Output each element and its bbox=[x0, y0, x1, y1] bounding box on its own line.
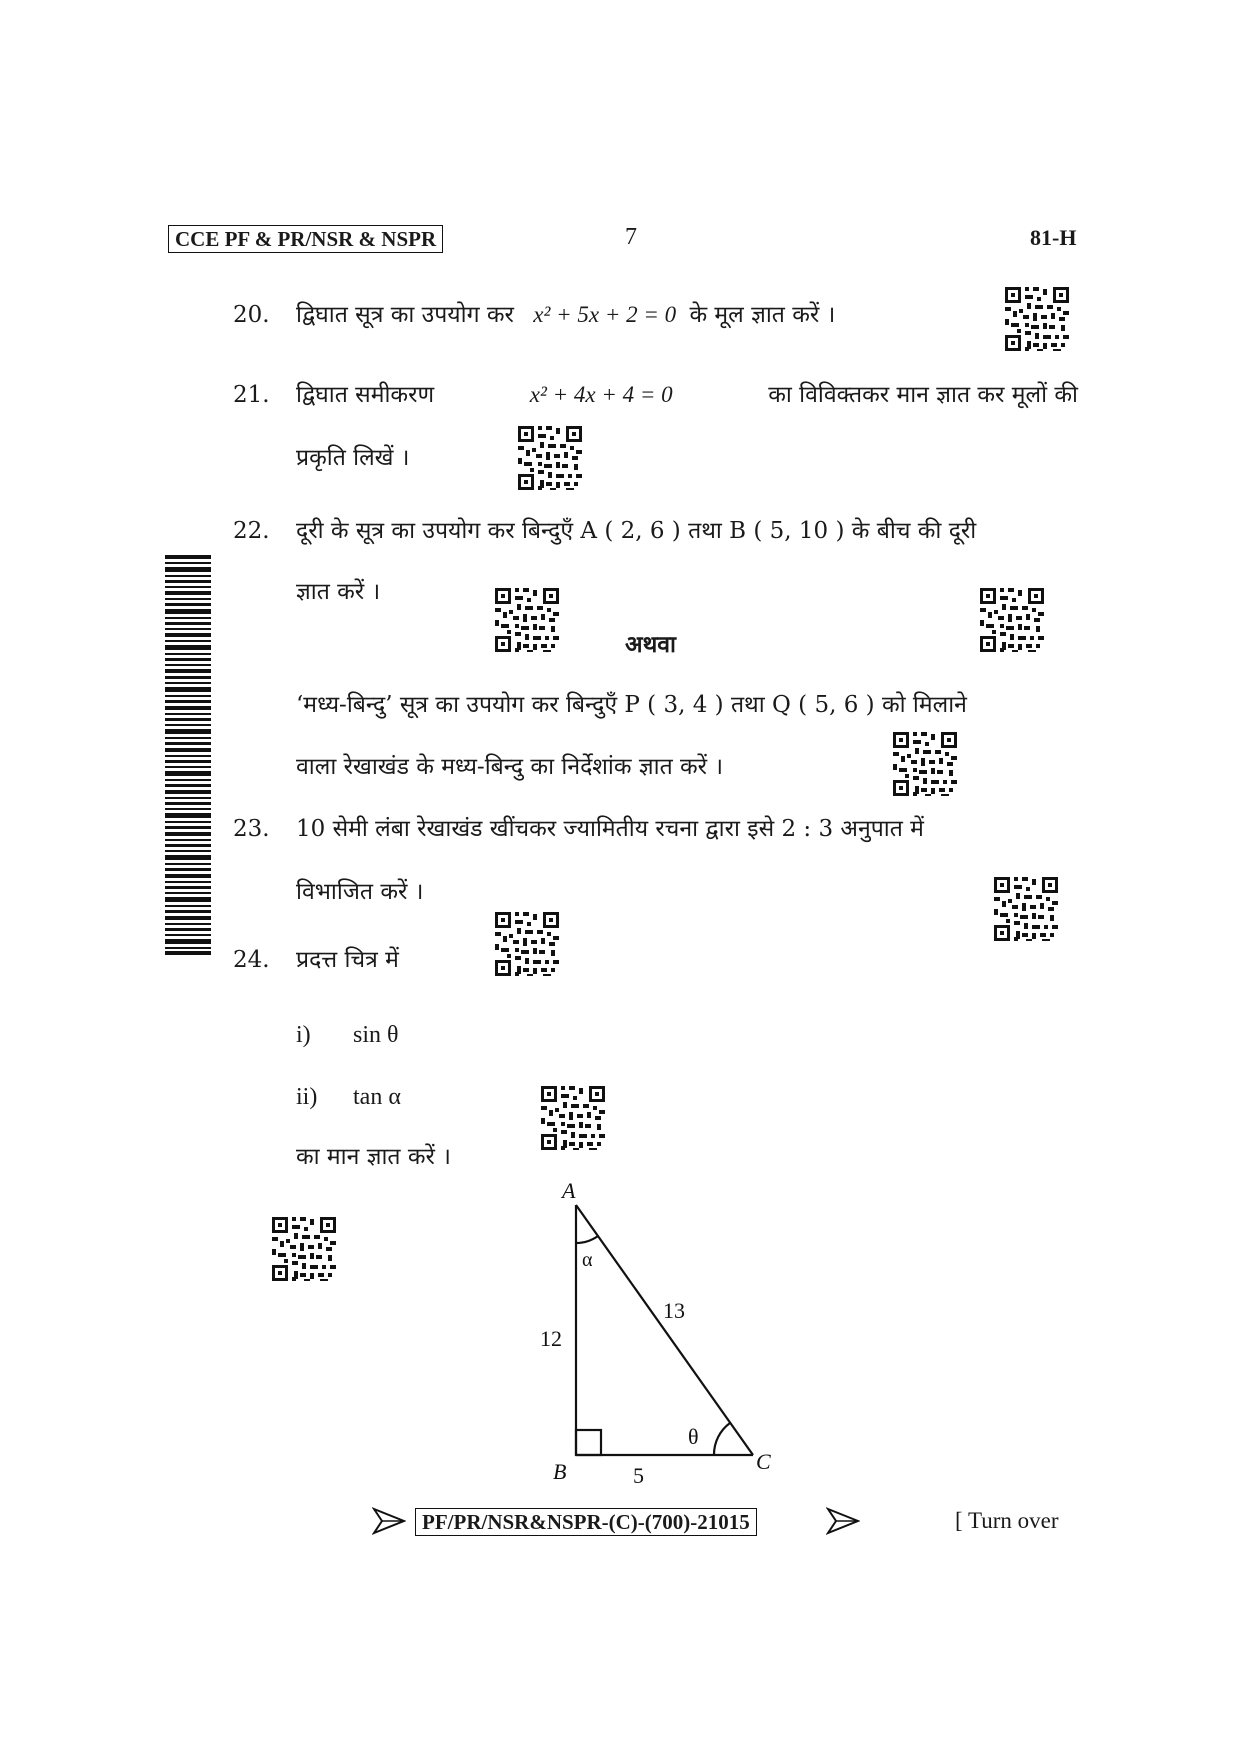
question-22-line1: दूरी के सूत्र का उपयोग कर बिन्दुएँ A ( 2, 6 ) तथा B ( 5, 10 ) के बीच की दूरी bbox=[296, 518, 977, 544]
angle-theta-arc bbox=[714, 1423, 730, 1455]
question-23-line2: विभाजित करें । bbox=[296, 879, 424, 905]
vertex-c-label: C bbox=[756, 1449, 771, 1474]
page-number: 7 bbox=[625, 224, 637, 250]
question-22-line2: ज्ञात करें । bbox=[296, 579, 381, 605]
barcode-icon bbox=[165, 555, 211, 955]
question-21-line1 bbox=[296, 380, 1078, 410]
question-21-line2: प्रकृति लिखें । bbox=[296, 445, 410, 471]
side-ac-value: 13 bbox=[663, 1298, 685, 1323]
question-22-alt-line1: ‘मध्य-बिन्दु’ सूत्र का उपयोग कर बिन्दुएँ P ( 3, 4 ) तथा Q ( 5, 6 ) को मिलाने bbox=[296, 692, 967, 718]
qr-code-icon bbox=[493, 586, 561, 654]
qr-code-icon bbox=[992, 875, 1060, 943]
q24-option-2: tan α bbox=[353, 1084, 401, 1110]
question-24-number: 24. bbox=[233, 947, 270, 973]
qr-code-icon bbox=[270, 1215, 338, 1283]
question-20-number: 20. bbox=[233, 302, 270, 328]
qr-code-icon bbox=[539, 1084, 607, 1152]
qr-code-icon bbox=[493, 910, 561, 978]
q21-text-b: का विविक्तकर मान ज्ञात कर मूलों की bbox=[768, 382, 1078, 408]
or-separator: अथवा bbox=[625, 631, 677, 658]
right-angle-marker bbox=[576, 1430, 601, 1455]
vertex-a-label: A bbox=[562, 1178, 576, 1203]
q20-text-b: के मूल ज्ञात करें । bbox=[689, 302, 836, 328]
q20-equation: x² + 5x + 2 = 0 bbox=[533, 302, 677, 327]
qr-code-icon bbox=[978, 586, 1046, 654]
qr-code-icon bbox=[891, 730, 959, 798]
side-bc-value: 5 bbox=[633, 1463, 644, 1488]
arrow-right-icon bbox=[372, 1507, 406, 1535]
angle-alpha-label: α bbox=[582, 1249, 593, 1271]
turn-over-label: [ Turn over bbox=[955, 1508, 1059, 1533]
triangle-figure bbox=[520, 1165, 820, 1495]
q24-option-1-label: i) bbox=[296, 1022, 311, 1048]
qr-code-icon bbox=[1003, 285, 1071, 353]
arrow-right-icon bbox=[826, 1507, 860, 1535]
angle-theta-label: θ bbox=[688, 1424, 699, 1449]
question-24-line1: प्रदत्त चित्र में bbox=[296, 947, 399, 973]
q21-equation: x² + 4x + 4 = 0 bbox=[529, 382, 673, 407]
question-23-line1: 10 सेमी लंबा रेखाखंड खींचकर ज्यामितीय रचना द्वारा इसे 2 : 3 अनुपात में bbox=[296, 816, 924, 842]
q24-option-1: sin θ bbox=[353, 1022, 399, 1048]
footer-code: PF/PR/NSR&NSPR-(C)-(700)-21015 bbox=[415, 1508, 757, 1536]
side-ac-line bbox=[576, 1205, 753, 1455]
question-24-line-end: का मान ज्ञात करें । bbox=[296, 1144, 451, 1170]
side-ab-value: 12 bbox=[540, 1326, 562, 1351]
q20-text-a: द्विघात सूत्र का उपयोग कर bbox=[296, 302, 514, 328]
qr-code-icon bbox=[516, 424, 584, 492]
paper-code: 81-H bbox=[1030, 225, 1077, 250]
header-code-label: CCE PF & PR/NSR & NSPR bbox=[168, 225, 443, 253]
question-21-number: 21. bbox=[233, 382, 270, 408]
question-22-alt-line2: वाला रेखाखंड के मध्य-बिन्दु का निर्देशांक ज्ञात करें । bbox=[296, 754, 724, 780]
question-22-number: 22. bbox=[233, 518, 270, 544]
vertex-b-label: B bbox=[553, 1459, 567, 1484]
angle-alpha-arc bbox=[576, 1236, 598, 1243]
q24-option-2-label: ii) bbox=[296, 1084, 318, 1110]
q21-text-a: द्विघात समीकरण bbox=[296, 382, 435, 408]
question-20-text bbox=[296, 300, 835, 330]
question-23-number: 23. bbox=[233, 816, 270, 842]
